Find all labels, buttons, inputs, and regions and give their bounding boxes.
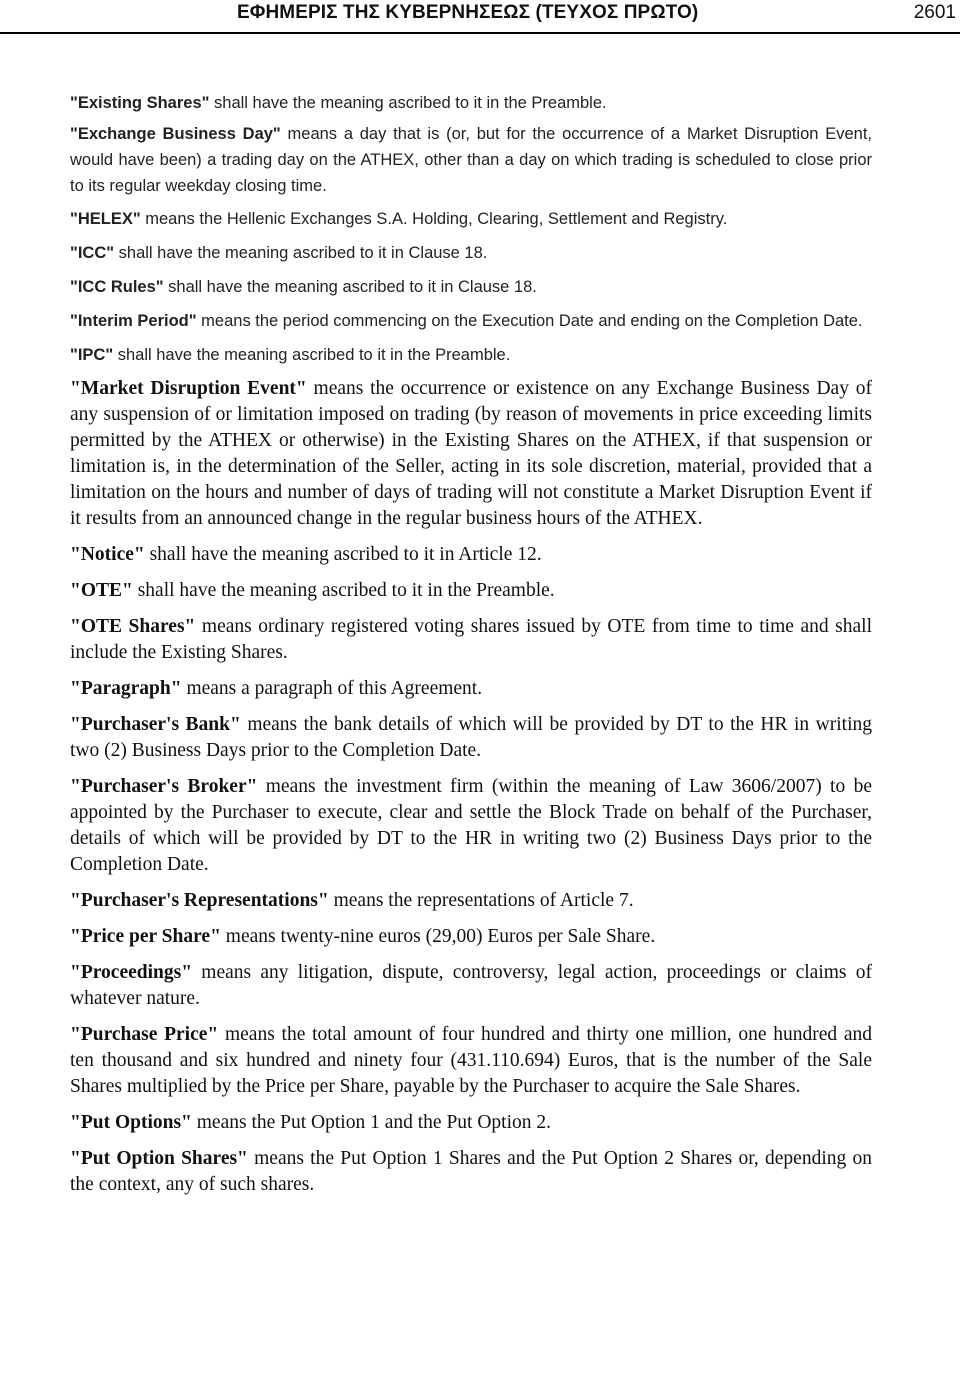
defined-term: "OTE"	[70, 580, 133, 601]
definition-text: means the Put Option 1 and the Put Option 2.	[191, 1112, 551, 1133]
gazette-title: ΕΦΗΜΕΡΙΣ ΤΗΣ ΚΥΒΕΡΝΗΣΕΩΣ (ΤΕΥΧΟΣ ΠΡΩΤΟ)	[237, 2, 699, 23]
definition-text: means the representations of Article 7.	[328, 890, 634, 911]
definition-text: means twenty-nine euros (29,00) Euros per Sale Share.	[220, 926, 656, 947]
definition-text: means a paragraph of this Agreement.	[181, 678, 483, 699]
defined-term: "Market Disruption Event"	[70, 378, 307, 399]
defined-term: "IPC"	[70, 346, 114, 364]
definition-interim-period	[70, 308, 872, 334]
definition-purchasers-bank	[70, 712, 872, 764]
definition-ote-shares	[70, 614, 872, 666]
defined-term: "Price per Share"	[70, 926, 221, 947]
definition-text: shall have the meaning ascribed to it in the Preamble.	[209, 94, 607, 112]
definition-notice	[70, 542, 872, 568]
defined-term: "ICC"	[70, 244, 115, 262]
definition-purchase-price	[70, 1022, 872, 1100]
definition-proceedings	[70, 960, 872, 1012]
definition-helex	[70, 206, 872, 232]
definition-text: shall have the meaning ascribed to it in Article 12.	[144, 544, 542, 565]
definition-ote	[70, 578, 872, 604]
definition-text: shall have the meaning ascribed to it in the Preamble.	[132, 580, 555, 601]
definition-existing-shares	[70, 90, 872, 116]
definition-text: shall have the meaning ascribed to it in Clause 18.	[163, 278, 537, 296]
defined-term: "Existing Shares"	[70, 94, 210, 112]
definition-market-disruption-event	[70, 376, 872, 532]
defined-term: "Purchaser's Broker"	[70, 776, 258, 797]
definition-text: shall have the meaning ascribed to it in Clause 18.	[114, 244, 488, 262]
definition-text: means the bank details of which will be provided by DT to the HR in writing two (2) Business Days prior to the Completion Date.	[70, 714, 873, 761]
definitions-list	[70, 90, 872, 1198]
definition-icc-rules	[70, 274, 872, 300]
defined-term: "ICC Rules"	[70, 278, 164, 296]
definition-text: means the period commencing on the Execution Date and ending on the Completion Date.	[196, 312, 863, 330]
definition-text: means the Hellenic Exchanges S.A. Holding, Clearing, Settlement and Registry.	[140, 210, 728, 228]
defined-term: "Put Option Shares"	[70, 1148, 248, 1169]
definition-text: means any litigation, dispute, controversy, legal action, proceedings or claims of whatever nature.	[70, 962, 872, 1009]
definition-purchasers-representations	[70, 888, 872, 914]
defined-term: "Purchaser's Representations"	[70, 890, 329, 911]
definition-ipc	[70, 342, 872, 368]
defined-term: "HELEX"	[70, 210, 141, 228]
defined-term: "Notice"	[70, 544, 145, 565]
definition-text: means the Put Option 1 Shares and the Put Option 2 Shares or, depending on the context, any of such shares.	[70, 1148, 872, 1195]
definition-text: means the occurrence or existence on any Exchange Business Day of any suspension of or limitation imposed on trading (by reason of movements in price exceeding limits permitted by the ATHEX or otherwise) in the Existing Shares on the ATHEX, if that suspension or limitation is, in the determination of the Seller, acting in its sole discretion, material, provided that a limitation on the hours and number of days of trading will not constitute a Market Disruption Event if it results from an announced change in the regular business hours of the ATHEX.	[70, 378, 872, 529]
defined-term: "OTE Shares"	[70, 616, 196, 637]
definition-text: shall have the meaning ascribed to it in the Preamble.	[113, 346, 511, 364]
defined-term: "Interim Period"	[70, 312, 197, 330]
definition-text: means a day that is (or, but for the occurrence of a Market Disruption Event, would have been) a trading day on the ATHEX, other than a day on which trading is scheduled to close prior to its regular weekday closing time.	[70, 125, 872, 195]
definition-purchasers-broker	[70, 774, 872, 878]
defined-term: "Exchange Business Day"	[70, 125, 281, 143]
defined-term: "Paragraph"	[70, 678, 182, 699]
definition-put-options	[70, 1110, 872, 1136]
definition-paragraph	[70, 676, 872, 702]
page-number: 2601	[913, 2, 956, 23]
definition-price-per-share	[70, 924, 872, 950]
definition-put-option-shares	[70, 1146, 872, 1198]
defined-term: "Purchaser's Bank"	[70, 714, 241, 735]
defined-term: "Purchase Price"	[70, 1024, 219, 1045]
page-header	[0, 0, 960, 34]
definition-icc	[70, 240, 872, 266]
defined-term: "Proceedings"	[70, 962, 193, 983]
definition-text: means the investment firm (within the meaning of Law 3606/2007) to be appointed by the Purchaser to execute, clear and settle the Block Trade on behalf of the Purchaser, details of which will be provided by DT to the HR in writing two (2) Business Days prior to the Completion Date.	[70, 776, 872, 875]
definition-text: means ordinary registered voting shares issued by OTE from time to time and shall include the Existing Shares.	[70, 616, 872, 663]
defined-term: "Put Options"	[70, 1112, 192, 1133]
definition-text: means the total amount of four hundred and thirty one million, one hundred and ten thousand and six hundred and ninety four (431.110.694) Euros, that is the number of the Sale Shares multiplied by the Price per Share, payable by the Purchaser to acquire the Sale Shares.	[70, 1024, 873, 1097]
definition-exchange-business-day	[70, 121, 872, 199]
